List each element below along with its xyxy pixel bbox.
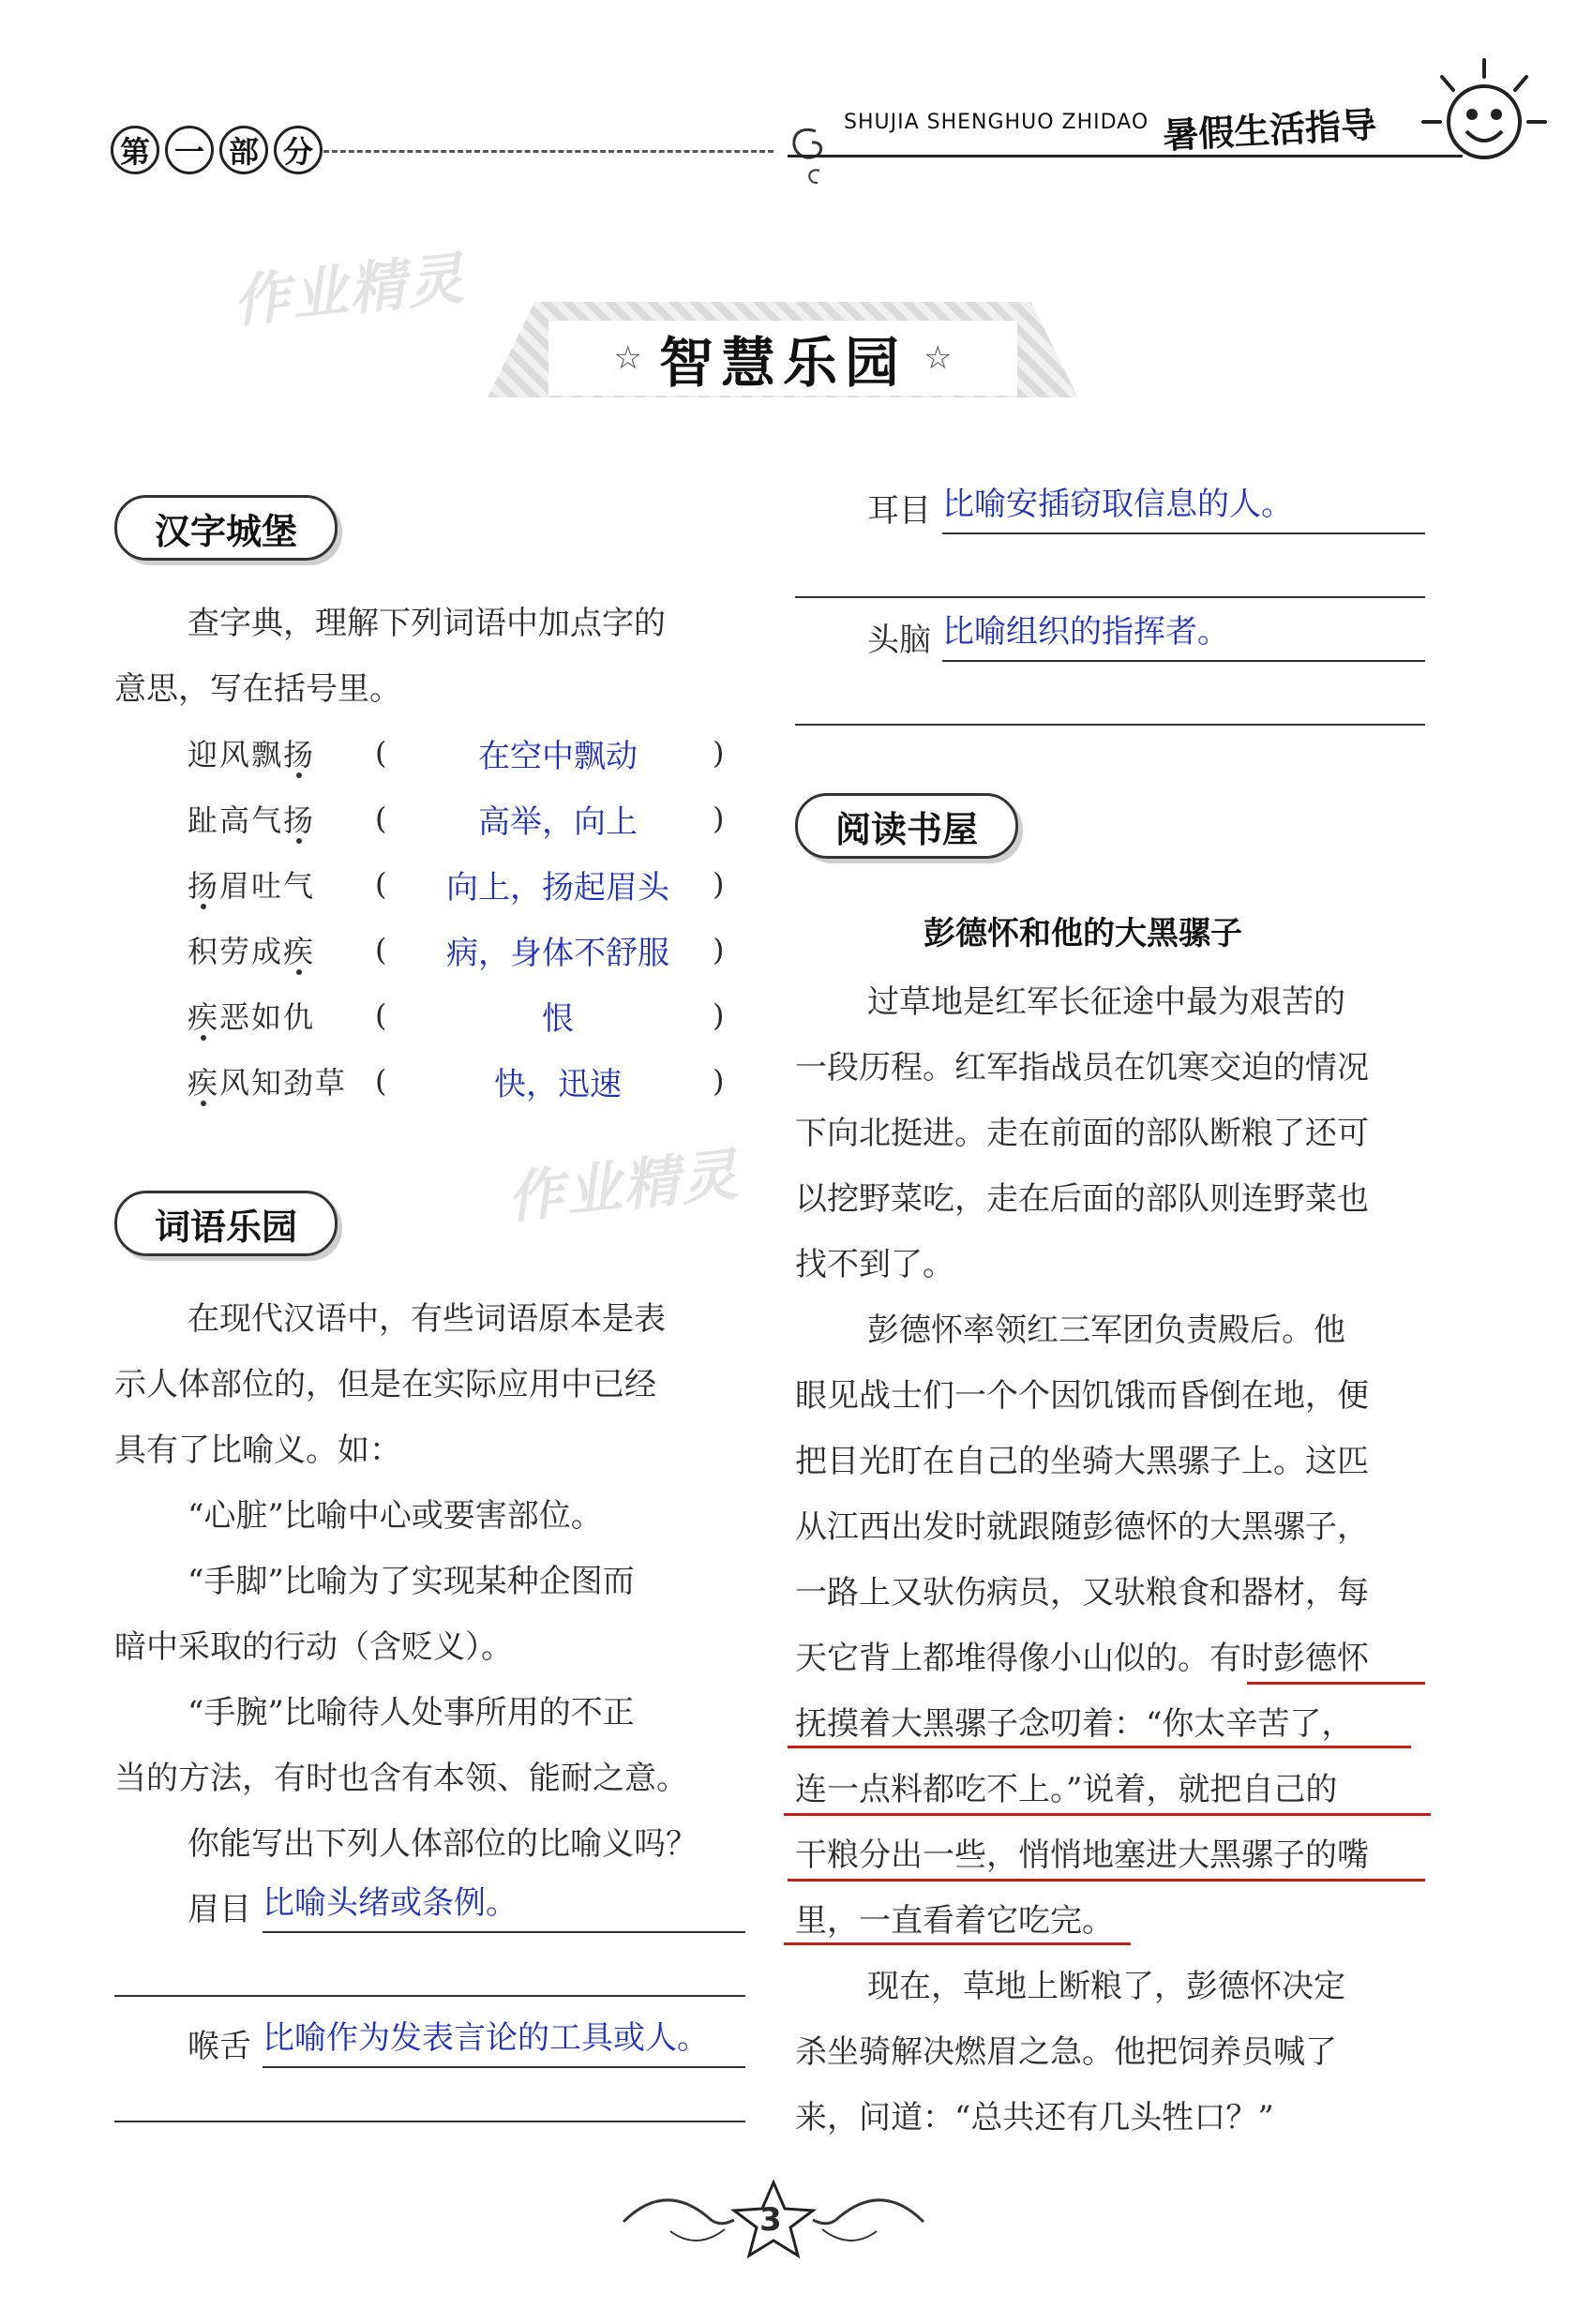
story-line: 来，问道：“总共还有几头牲口？” bbox=[795, 2099, 1274, 2137]
paragraph-line: 示人体部位的，但是在实际应用中已经 bbox=[114, 1366, 656, 1403]
vocab-word: 扬眉吐气 bbox=[188, 868, 316, 904]
header-divider bbox=[323, 150, 773, 153]
story-line: 杀坐骑解决燃眉之急。他把饲养员喊了 bbox=[795, 2033, 1337, 2071]
watermark: 作业精灵 bbox=[230, 246, 469, 336]
section-title-reading: 阅读书屋 bbox=[795, 793, 1018, 859]
red-underline bbox=[788, 1746, 1411, 1748]
header-line bbox=[788, 155, 1463, 157]
vocab-word: 疾风知劲草 bbox=[188, 1065, 348, 1101]
story-line: 找不到了。 bbox=[795, 1246, 954, 1283]
story-line: 从江西出发时就跟随彭德怀的大黑骡子， bbox=[795, 1508, 1369, 1546]
section-title-ciyu: 词语乐园 bbox=[114, 1191, 338, 1256]
fill-answer[interactable]: 比喻作为发表言论的工具或人。 bbox=[263, 2010, 745, 2068]
story-line: 过草地是红军长征途中最为艰苦的 bbox=[867, 983, 1345, 1021]
paragraph-line: “心脏”比喻中心或要害部位。 bbox=[188, 1497, 603, 1535]
blank-line bbox=[795, 596, 1425, 598]
fill-label: 耳目 bbox=[867, 492, 931, 530]
section-title-hanzi: 汉字城堡 bbox=[114, 495, 338, 561]
blank-line bbox=[114, 1995, 745, 1997]
sun-smiley-icon bbox=[1414, 49, 1554, 180]
part-char: 一 bbox=[165, 126, 214, 174]
story-line: 下向北挺进。走在前面的部队断粮了还可 bbox=[795, 1115, 1369, 1152]
vocab-answer[interactable]: 高举，向上 bbox=[478, 802, 638, 841]
swirl-icon bbox=[778, 103, 834, 187]
red-underline bbox=[1247, 1682, 1425, 1685]
vocab-item: 疾恶如仇 ( 恨 ) bbox=[188, 982, 741, 1048]
fill-label: 喉舌 bbox=[188, 2028, 251, 2065]
blank-line bbox=[795, 724, 1425, 726]
star-icon: ☆ bbox=[613, 339, 642, 377]
paragraph-line: 暗中采取的行动（含贬义）。 bbox=[114, 1628, 513, 1666]
paragraph-line: “手脚”比喻为了实现某种企图而 bbox=[188, 1563, 635, 1600]
story-line: 一路上又驮伤病员，又驮粮食和器材，每 bbox=[795, 1574, 1369, 1612]
vocab-word: 疾恶如仇 bbox=[188, 999, 316, 1035]
fill-label: 眉目 bbox=[188, 1891, 251, 1928]
vocab-answer[interactable]: 快，迅速 bbox=[494, 1065, 622, 1103]
fill-answer[interactable]: 比喻头绪或条例。 bbox=[263, 1875, 745, 1933]
vocab-item: 疾风知劲草 ( 快，迅速 ) bbox=[188, 1048, 741, 1114]
instruction-line: 意思，写在括号里。 bbox=[114, 670, 401, 708]
story-line: 以挖野菜吃，走在后面的部队则连野菜也 bbox=[795, 1180, 1369, 1218]
watermark: 作业精灵 bbox=[503, 1142, 743, 1232]
story-line: 抚摸着大黑骡子念叨着：“你太辛苦了， bbox=[795, 1705, 1354, 1743]
story-title: 彭德怀和他的大黑骡子 bbox=[924, 915, 1242, 952]
banner bbox=[548, 321, 1017, 396]
vocab-answer[interactable]: 恨 bbox=[542, 999, 574, 1038]
story-line: 天它背上都堆得像小山似的。有时彭德怀 bbox=[795, 1640, 1369, 1677]
part-char: 分 bbox=[274, 126, 323, 174]
fill-answer[interactable]: 比喻安插窃取信息的人。 bbox=[942, 476, 1425, 534]
vocab-item: 迎风飘扬 ( 在空中飘动 ) bbox=[188, 720, 741, 786]
story-line: 连一点料都吃不上。”说着，就把自己的 bbox=[795, 1771, 1338, 1808]
story-line: 眼见战士们一个个因饥饿而昏倒在地，便 bbox=[795, 1377, 1369, 1415]
fill-label: 头脑 bbox=[867, 622, 931, 659]
story-line: 把目光盯在自己的坐骑大黑骡子上。这匹 bbox=[795, 1443, 1369, 1480]
header-pinyin: SHUJIA SHENGHUO ZHIDAO bbox=[844, 111, 1149, 134]
story-line: 一段历程。红军指战员在饥寒交迫的情况 bbox=[795, 1049, 1369, 1087]
paragraph-line: 在现代汉语中，有些词语原本是表 bbox=[188, 1300, 666, 1338]
vocab-answer[interactable]: 在空中飘动 bbox=[478, 737, 638, 775]
paragraph-line: 具有了比喻义。如： bbox=[114, 1432, 401, 1469]
brand-logo: 暑假生活指导 bbox=[1162, 104, 1378, 157]
star-icon: ☆ bbox=[924, 339, 953, 377]
story-line: 现在，草地上断粮了，彭德怀决定 bbox=[867, 1968, 1345, 2005]
vocab-item: 积劳成疾 ( 病，身体不舒服 ) bbox=[188, 917, 741, 982]
page-number: 3 bbox=[759, 2201, 782, 2239]
red-underline bbox=[784, 1942, 1131, 1945]
part-char: 第 bbox=[111, 126, 159, 174]
red-underline bbox=[788, 1879, 1425, 1882]
banner-title: 智慧乐园 bbox=[658, 331, 907, 395]
red-underline bbox=[784, 1813, 1431, 1816]
vocab-item: 趾高气扬 ( 高举，向上 ) bbox=[188, 786, 741, 851]
instruction-line: 查字典，理解下列词语中加点字的 bbox=[188, 605, 666, 642]
vocab-word: 趾高气扬 bbox=[188, 802, 316, 838]
fill-answer[interactable]: 比喻组织的指挥者。 bbox=[942, 604, 1425, 662]
paragraph-line: “手腕”比喻待人处事所用的不正 bbox=[188, 1694, 635, 1732]
story-line: 干粮分出一些，悄悄地塞进大黑骡子的嘴 bbox=[795, 1837, 1369, 1874]
paragraph-line: 当的方法，有时也含有本领、能耐之意。 bbox=[114, 1760, 688, 1797]
part-label bbox=[111, 126, 323, 174]
vocab-item: 扬眉吐气 ( 向上，扬起眉头 ) bbox=[188, 851, 741, 917]
vocab-word: 积劳成疾 bbox=[188, 934, 316, 969]
part-char: 部 bbox=[219, 126, 268, 174]
vocab-word: 迎风飘扬 bbox=[188, 737, 316, 772]
story-line: 彭德怀率领红三军团负责殿后。他 bbox=[867, 1312, 1345, 1349]
paragraph-line: 你能写出下列人体部位的比喻义吗？ bbox=[188, 1825, 698, 1863]
story-line: 里，一直看着它吃完。 bbox=[795, 1902, 1114, 1940]
vocab-answer[interactable]: 向上，扬起眉头 bbox=[446, 868, 669, 907]
blank-line bbox=[114, 2121, 745, 2122]
vocab-answer[interactable]: 病，身体不舒服 bbox=[446, 934, 669, 972]
